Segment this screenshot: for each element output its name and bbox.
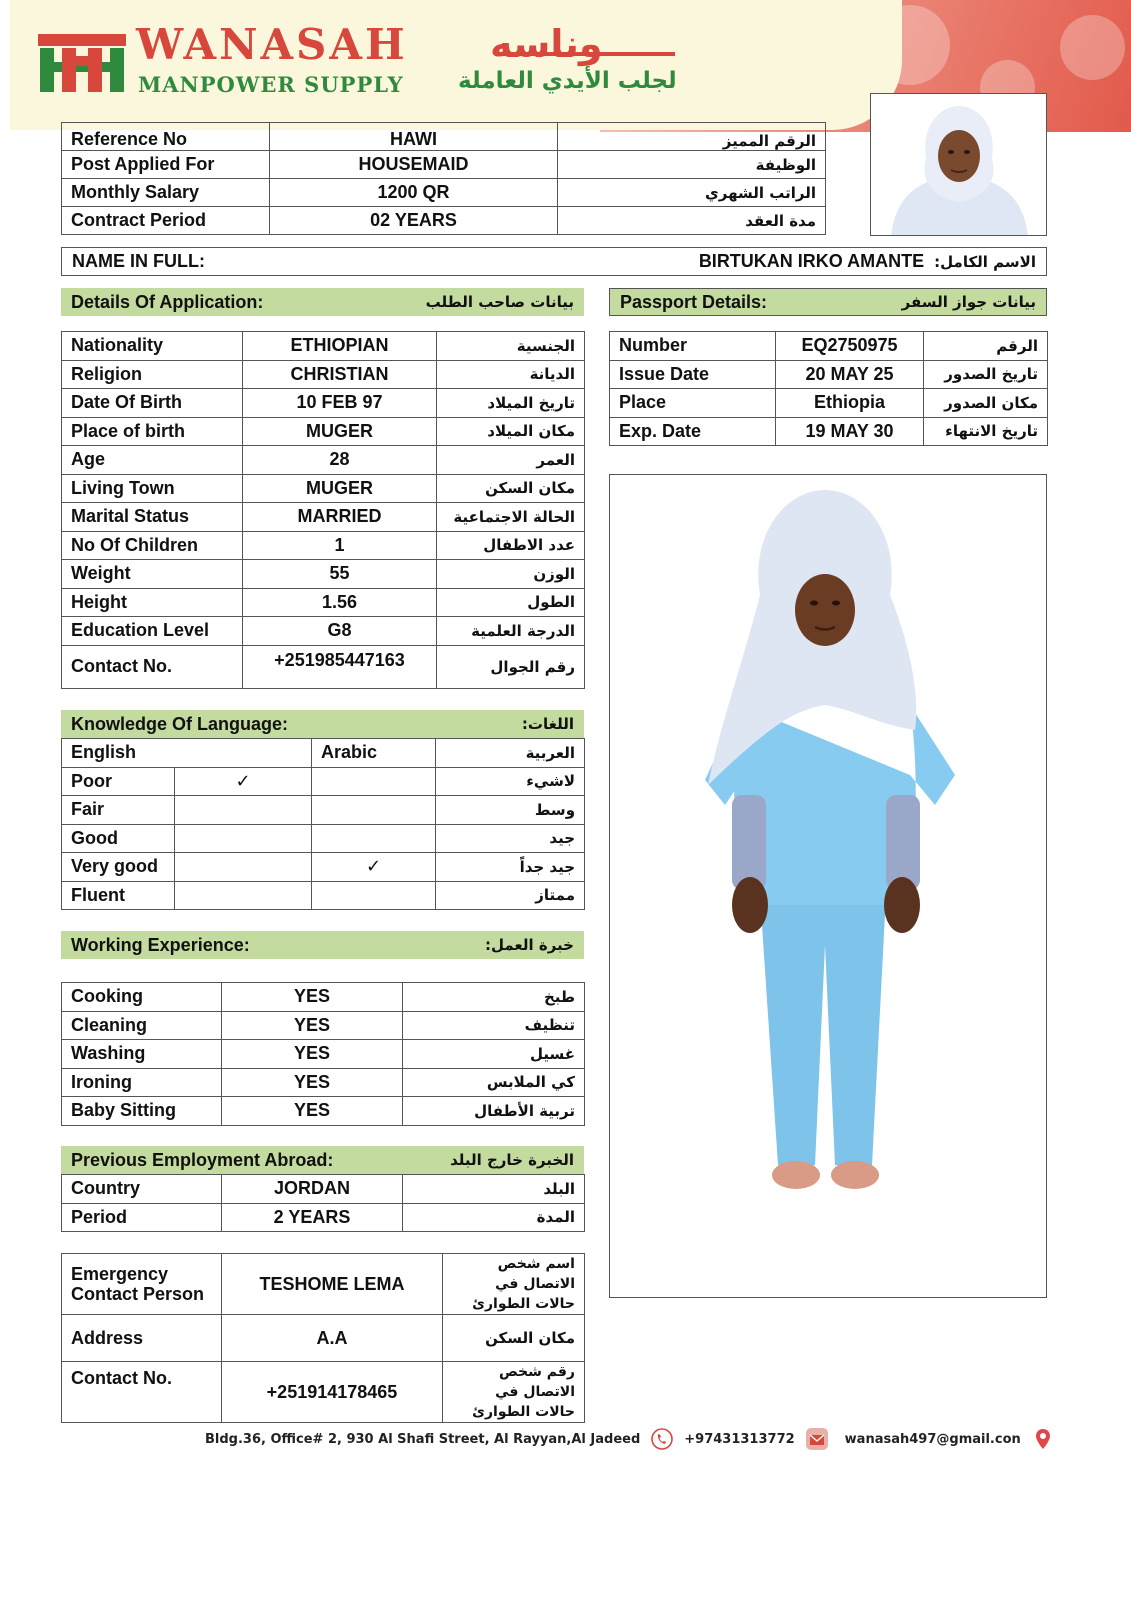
- row-value: EQ2750975: [776, 332, 924, 361]
- row-value: 19 MAY 30: [776, 417, 924, 446]
- table-row: [62, 332, 585, 361]
- row-label: Issue Date: [610, 360, 776, 389]
- section-title-arabic: خبرة العمل:: [484, 936, 574, 954]
- brand-name-arabic: وناسه: [490, 22, 603, 66]
- row-value: MUGER: [243, 417, 437, 446]
- row-label-arabic: لاشيء: [436, 767, 585, 796]
- table-row: [62, 446, 585, 475]
- table-row: [62, 767, 585, 796]
- email-icon: [805, 1427, 829, 1451]
- table-row: [62, 417, 585, 446]
- row-label: Contract Period: [62, 207, 270, 235]
- row-label: Reference No: [62, 123, 270, 151]
- row-label-arabic: تاريخ الانتهاء: [924, 417, 1048, 446]
- application-details-table: [61, 331, 585, 689]
- row-value: 02 YEARS: [270, 207, 558, 235]
- row-value: 28: [243, 446, 437, 475]
- row-value: JORDAN: [222, 1175, 403, 1204]
- table-row: [62, 151, 826, 179]
- table-row: [62, 1362, 585, 1423]
- row-value: YES: [222, 983, 403, 1012]
- table-row: [610, 360, 1048, 389]
- row-label: No Of Children: [62, 531, 243, 560]
- section-title-arabic: الخبرة خارج البلد: [450, 1151, 574, 1169]
- table-row: [62, 1040, 585, 1069]
- row-label-arabic: المدة: [403, 1203, 585, 1232]
- arabic-checkmark: [312, 824, 436, 853]
- row-value: +251985447163: [243, 645, 437, 688]
- row-label: Cooking: [62, 983, 222, 1012]
- row-label: Baby Sitting: [62, 1097, 222, 1126]
- table-row: [610, 389, 1048, 418]
- row-value: HOUSEMAID: [270, 151, 558, 179]
- abroad-section-header: [61, 1146, 584, 1174]
- section-title: Knowledge Of Language:: [71, 713, 289, 734]
- table-row: [62, 389, 585, 418]
- row-value: Ethiopia: [776, 389, 924, 418]
- section-title: Previous Employment Abroad:: [71, 1149, 334, 1170]
- row-label: Age: [62, 446, 243, 475]
- table-row: [62, 474, 585, 503]
- english-checkmark: [175, 796, 312, 825]
- row-label: Date Of Birth: [62, 389, 243, 418]
- table-row: [62, 588, 585, 617]
- table-row: [610, 417, 1048, 446]
- applicant-portrait-photo: [870, 93, 1047, 236]
- arabic-column-header-arabic: العربية: [436, 739, 585, 768]
- row-label-arabic: مكان السكن: [437, 474, 585, 503]
- row-label: Place of birth: [62, 417, 243, 446]
- table-row: [62, 360, 585, 389]
- row-value: 2 YEARS: [222, 1203, 403, 1232]
- row-value: MARRIED: [243, 503, 437, 532]
- table-row: [62, 1011, 585, 1040]
- location-pin-icon: [1031, 1427, 1055, 1451]
- job-summary-table: [61, 122, 826, 235]
- row-label-arabic: البلد: [403, 1175, 585, 1204]
- full-name-row: [61, 247, 1047, 276]
- section-title-arabic: بيانات صاحب الطلب: [425, 293, 574, 311]
- row-label-arabic: غسيل: [403, 1040, 585, 1069]
- row-label: Marital Status: [62, 503, 243, 532]
- english-checkmark: [175, 853, 312, 882]
- table-row: [62, 617, 585, 646]
- row-label: Number: [610, 332, 776, 361]
- emergency-person-value: TESHOME LEMA: [222, 1254, 443, 1315]
- emergency-contact-label-arabic: رقم شخص الاتصال في حالات الطوارئ: [443, 1362, 585, 1423]
- table-row: [62, 1097, 585, 1126]
- row-label: Exp. Date: [610, 417, 776, 446]
- table-row: [610, 332, 1048, 361]
- row-label-arabic: جيد: [436, 824, 585, 853]
- passport-details-table: [609, 331, 1048, 446]
- row-label-arabic: الوزن: [437, 560, 585, 589]
- row-label: Religion: [62, 360, 243, 389]
- row-label: Very good: [62, 853, 175, 882]
- table-row: [62, 1068, 585, 1097]
- row-value: 1: [243, 531, 437, 560]
- english-checkmark: ✓: [175, 767, 312, 796]
- row-value: ETHIOPIAN: [243, 332, 437, 361]
- row-label-arabic: الجنسية: [437, 332, 585, 361]
- row-label-arabic: طبخ: [403, 983, 585, 1012]
- row-value: 20 MAY 25: [776, 360, 924, 389]
- arabic-column-header: Arabic: [312, 739, 436, 768]
- row-value: CHRISTIAN: [243, 360, 437, 389]
- row-label-arabic: الديانة: [437, 360, 585, 389]
- row-label: Nationality: [62, 332, 243, 361]
- arabic-checkmark: [312, 796, 436, 825]
- table-row: [62, 1203, 585, 1232]
- row-value: 10 FEB 97: [243, 389, 437, 418]
- row-value: YES: [222, 1097, 403, 1126]
- english-checkmark: [175, 824, 312, 853]
- table-row: [62, 645, 585, 688]
- table-row: [62, 853, 585, 882]
- row-label: Monthly Salary: [62, 179, 270, 207]
- full-name-value: BIRTUKAN IRKO AMANTE: [698, 251, 925, 271]
- row-label: Education Level: [62, 617, 243, 646]
- table-row: [62, 123, 826, 151]
- row-label-arabic: تنظيف: [403, 1011, 585, 1040]
- language-table: [61, 738, 585, 910]
- english-checkmark: [175, 881, 312, 910]
- row-label-arabic: ممتاز: [436, 881, 585, 910]
- row-value: YES: [222, 1040, 403, 1069]
- row-label: Fair: [62, 796, 175, 825]
- table-row: [62, 531, 585, 560]
- section-title: Working Experience:: [71, 934, 250, 955]
- row-label: Living Town: [62, 474, 243, 503]
- table-row: [62, 881, 585, 910]
- section-title-arabic: اللغات:: [521, 715, 574, 733]
- full-name-label-arabic: الاسم الكامل:: [934, 252, 1036, 271]
- arabic-checkmark: [312, 881, 436, 910]
- emergency-person-label-arabic: اسم شخص الاتصال في حالات الطوارئ: [443, 1254, 585, 1315]
- row-label-arabic: الطول: [437, 588, 585, 617]
- table-row: [62, 1315, 585, 1362]
- table-row: [62, 560, 585, 589]
- section-title: Details Of Application:: [71, 291, 264, 312]
- brand-tagline: MANPOWER SUPPLY: [138, 72, 404, 97]
- address-label-arabic: مكان السكن: [443, 1315, 585, 1362]
- row-label-arabic: العمر: [437, 446, 585, 475]
- section-title-arabic: بيانات جواز السفر: [901, 293, 1036, 311]
- row-label-arabic: عدد الاطفال: [437, 531, 585, 560]
- company-logo: [38, 30, 130, 94]
- table-row: [62, 503, 585, 532]
- row-label-arabic: تاريخ الصدور: [924, 360, 1048, 389]
- arabic-checkmark: [312, 767, 436, 796]
- address-value: A.A: [222, 1315, 443, 1362]
- row-value: HAWI: [270, 123, 558, 151]
- row-label: Good: [62, 824, 175, 853]
- row-value: G8: [243, 617, 437, 646]
- table-row: [62, 1175, 585, 1204]
- row-label-arabic: الرقم: [924, 332, 1048, 361]
- row-label: Post Applied For: [62, 151, 270, 179]
- table-row: [62, 824, 585, 853]
- address-label: Address: [62, 1315, 222, 1362]
- table-row: [62, 796, 585, 825]
- emergency-contact-value: +251914178465: [222, 1362, 443, 1423]
- passport-section-header: [609, 288, 1047, 316]
- row-value: YES: [222, 1068, 403, 1097]
- language-section-header: [61, 710, 584, 738]
- section-title: Passport Details:: [620, 291, 768, 312]
- row-label-arabic: الرقم المميز: [558, 123, 826, 151]
- row-value: 55: [243, 560, 437, 589]
- row-label: Country: [62, 1175, 222, 1204]
- row-label: Washing: [62, 1040, 222, 1069]
- row-value: MUGER: [243, 474, 437, 503]
- application-section-header: [61, 288, 584, 316]
- table-row: [62, 983, 585, 1012]
- footer-phone[interactable]: +97431313772: [684, 1431, 795, 1447]
- row-label-arabic: تاريخ الميلاد: [437, 389, 585, 418]
- row-label-arabic: الوظيفة: [558, 151, 826, 179]
- experience-table: [61, 982, 585, 1126]
- row-label-arabic: الحالة الاجتماعية: [437, 503, 585, 532]
- english-column-header: English: [62, 739, 312, 768]
- row-label-arabic: وسط: [436, 796, 585, 825]
- row-label-arabic: مكان الميلاد: [437, 417, 585, 446]
- table-row: [62, 207, 826, 235]
- row-label-arabic: تربية الأطفال: [403, 1097, 585, 1126]
- footer: [205, 1424, 1055, 1454]
- table-row: [62, 1254, 585, 1315]
- full-name-label: NAME IN FULL:: [72, 251, 205, 271]
- row-label-arabic: الدرجة العلمية: [437, 617, 585, 646]
- row-label: Cleaning: [62, 1011, 222, 1040]
- arabic-checkmark: ✓: [312, 853, 436, 882]
- brand-tagline-arabic: لجلب الأيدي العاملة: [458, 68, 677, 94]
- experience-section-header: [61, 931, 584, 959]
- row-value: 1200 QR: [270, 179, 558, 207]
- row-label-arabic: جيد جداً: [436, 853, 585, 882]
- row-label: Period: [62, 1203, 222, 1232]
- row-label-arabic: كي الملابس: [403, 1068, 585, 1097]
- row-label: Weight: [62, 560, 243, 589]
- emergency-person-label: Emergency Contact Person: [62, 1254, 222, 1315]
- row-value: YES: [222, 1011, 403, 1040]
- row-label: Contact No.: [62, 645, 243, 688]
- row-label: Fluent: [62, 881, 175, 910]
- row-label: Place: [610, 389, 776, 418]
- row-label-arabic: الراتب الشهري: [558, 179, 826, 207]
- phone-icon: [650, 1427, 674, 1451]
- abroad-table: [61, 1174, 585, 1232]
- brand-name: WANASAH: [136, 20, 408, 69]
- row-label-arabic: مكان الصدور: [924, 389, 1048, 418]
- emergency-contact-table: [61, 1253, 585, 1423]
- footer-email[interactable]: wanasah497@gmail.con: [844, 1431, 1021, 1447]
- applicant-full-body-photo: [609, 474, 1047, 1298]
- emergency-contact-label: Contact No.: [62, 1362, 222, 1423]
- table-row: [62, 739, 585, 768]
- row-label-arabic: مدة العقد: [558, 207, 826, 235]
- row-label: Ironing: [62, 1068, 222, 1097]
- row-label: Height: [62, 588, 243, 617]
- row-label-arabic: رقم الجوال: [437, 645, 585, 688]
- row-value: 1.56: [243, 588, 437, 617]
- footer-address: Bldg.36, Office# 2, 930 Al Shafi Street, Al Rayyan,Al Jadeed: [205, 1431, 641, 1447]
- table-row: [62, 179, 826, 207]
- row-label: Poor: [62, 767, 175, 796]
